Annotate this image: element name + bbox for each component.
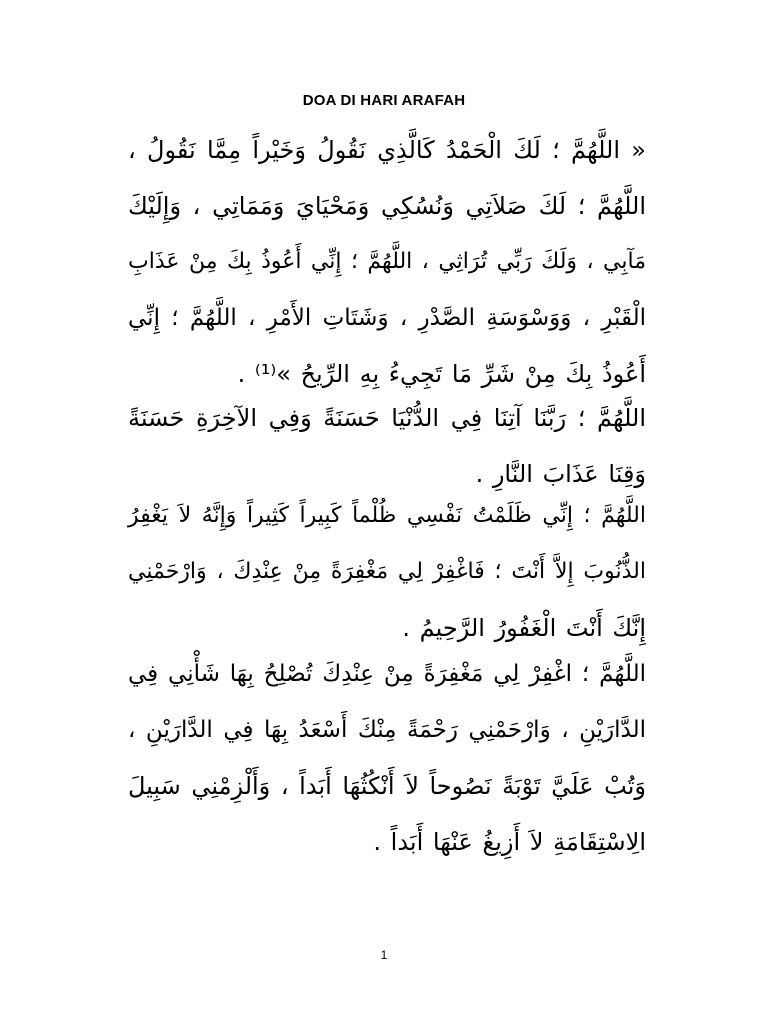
doa-paragraph-1 <box>128 122 646 402</box>
doa-line: « اللَّهُمَّ ؛ لَكَ الْحَمْدُ كَالَّذِي نَقُولُ وَخَيْراً مِمَّا نَقُولُ ، <box>128 136 646 164</box>
doa-line: اللَّهُمَّ ؛ اغْفِرْ لِي مَغْفِرَةً مِنْ عِنْدِكَ تُصْلِحُ بِهَا شَأْنِي فِي <box>128 661 646 687</box>
doa-line: الْقَبْرِ ، وَوَسْوَسَةِ الصَّدْرِ ، وَشَتَاتِ الأَمْرِ ، اللَّهُمَّ ؛ إِنِّي <box>128 305 646 331</box>
doa-paragraph-2 <box>128 390 646 502</box>
doa-line: الدَّارَيْنِ ، وَارْحَمْنِي رَحْمَةً مِنْكَ أَسْعَدُ بِهَا فِي الدَّارَيْنِ ، <box>128 717 646 743</box>
doa-line: وَتُبْ عَلَيَّ تَوْبَةً نَصُوحاً لاَ أَنْكُثُهَا أَبَداً ، وَأَلْزِمْنِي سَبِيلَ <box>128 772 646 800</box>
doa-line: اللَّهُمَّ ؛ رَبَّنَا آتِنَا فِي الدُّنْيَا حَسَنَةً وَفِي الآخِرَةِ حَسَنَةً <box>128 404 646 432</box>
doa-line: وَقِنَا عَذَابَ النَّارِ . <box>475 460 646 488</box>
doa-paragraph-4 <box>128 646 646 870</box>
doa-line: الِاسْتِقَامَةِ لاَ أَزِيغُ عَنْهَا أَبَداً . <box>373 828 646 856</box>
doa-line: اللَّهُمَّ ؛ إِنِّي ظَلَمْتُ نَفْسِي ظُلْماً كَبِيراً كَثِيراً وَإِنَّهُ لاَ يَغْفِرُ <box>128 503 646 528</box>
doa-paragraph-3 <box>128 488 646 656</box>
page-number: 1 <box>380 948 388 962</box>
doa-line: اللَّهُمَّ ؛ لَكَ صَلاَتِي وَنُسُكِي وَمَحْيَايَ وَمَمَاتِي ، وَإِلَيْكَ <box>128 192 646 220</box>
doa-line: أَعُوذُ بِكَ مِنْ شَرِّ مَا تَجِيءُ بِهِ الرِّيحُ »⁽¹⁾ . <box>237 360 646 388</box>
doa-line: إِنَّكَ أَنْتَ الْغَفُورُ الرَّحِيمُ . <box>402 614 646 642</box>
page-title: DOA DI HARI ARAFAH <box>302 92 466 109</box>
doa-line: مَآبِي ، وَلَكَ رَبِّي تُرَاثِي ، اللَّهُمَّ ؛ إِنِّي أَعُوذُ بِكَ مِنْ عَذَابِ <box>128 249 646 274</box>
doa-line: الذُّنُوبَ إِلاَّ أَنْتَ ؛ فَاغْفِرْ لِي مَغْفِرَةً مِنْ عِنْدِكَ ، وَارْحَمْنِي <box>128 559 646 584</box>
